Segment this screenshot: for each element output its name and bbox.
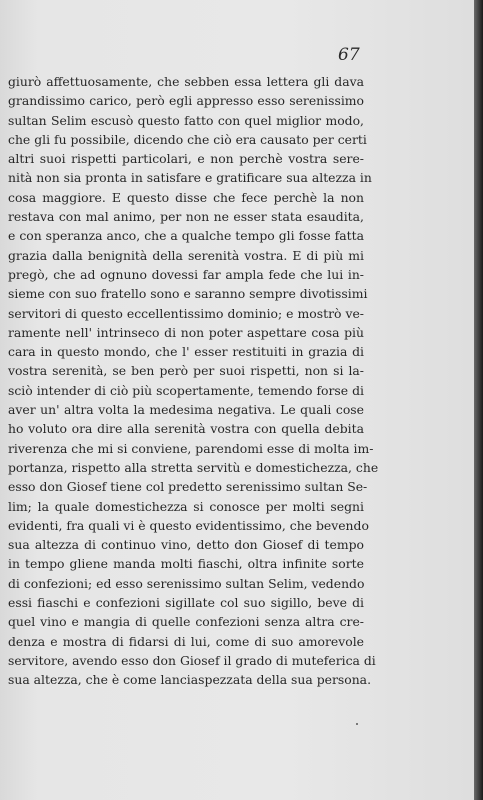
text-line: nità non sia pronta in satisfare e gratificare sua altezza in: [8, 170, 372, 186]
text-line: ramente nell' intrinseco di non poter aspettare cosa più: [8, 324, 364, 340]
text-line: sieme con suo fratello sono e saranno sempre divotissimi: [8, 286, 368, 302]
text-line: che gli fu possibile, dicendo che ciò era causato per certi: [8, 131, 367, 147]
text-line: grandissimo carico, però egli appresso esso serenissimo: [8, 93, 364, 109]
text-line: ho voluto ora dire alla serenità vostra con quella debita: [8, 421, 364, 437]
text-line: di confezioni; ed esso serenissimo sultan Selim, vedendo: [8, 575, 365, 591]
text-line: aver un' altra volta la medesima negativa. Le quali cose: [8, 402, 364, 418]
text-line: e con speranza anco, che a qualche tempo gli fosse fatta: [8, 228, 364, 244]
text-line: sultan Selim escusò questo fatto con quel miglior modo,: [8, 112, 364, 128]
paper-speck: [356, 723, 358, 725]
text-line: sua altezza, che è come lanciaspezzata della sua persona.: [8, 672, 372, 688]
text-line: denza e mostra di fidarsi di lui, come di suo amorevole: [8, 633, 364, 649]
text-line: cara in questo mondo, che l' esser restituiti in grazia di: [8, 344, 364, 360]
text-line: lim; la quale domestichezza si conosce per molti segni: [8, 498, 364, 514]
text-line: servitore, avendo esso don Giosef il grado di muteferica di: [8, 652, 376, 668]
text-line: cosa maggiore. E questo disse che fece perchè la non: [8, 189, 364, 205]
text-line: riverenza che mi si conviene, parendomi esse di molta im-: [8, 440, 374, 456]
text-line: pregò, che ad ognuno dovessi far ampla fede che lui in-: [8, 266, 364, 282]
text-line: sciò intender di ciò più scopertamente, temendo forse di: [8, 382, 364, 398]
text-line: esso don Giosef tiene col predetto serenissimo sultan Se-: [8, 479, 368, 495]
text-line: restava con mal animo, per non ne esser stata esaudita,: [8, 209, 364, 225]
text-line: evidenti, fra quali vi è questo evidentissimo, che bevendo: [8, 517, 369, 533]
text-line: vostra serenità, se ben però per suoi rispetti, non si la-: [8, 363, 364, 379]
text-line: quel vino e mangia di quelle confezioni senza altra cre-: [8, 614, 364, 630]
text-line: altri suoi rispetti particolari, e non perchè vostra sere-: [8, 151, 364, 167]
text-line: servitori di questo eccellentissimo dominio; e mostrò ve-: [8, 305, 364, 321]
text-line: essi fiaschi e confezioni sigillate col suo sigillo, beve di: [8, 595, 364, 611]
text-line: portanza, rispetto alla stretta servitù e domestichezza, che: [8, 459, 379, 475]
text-line: grazia dalla benignità della serenità vostra. E di più mi: [8, 247, 364, 263]
text-line: giurò affettuosamente, che sebben essa lettera gli dava: [8, 74, 364, 89]
book-spine-edge: [474, 0, 483, 800]
page-number: 67: [338, 45, 360, 65]
body-text: [8, 72, 379, 690]
text-line: sua altezza di continuo vino, detto don Giosef di tempo: [8, 537, 364, 553]
text-line: in tempo gliene manda molti fiaschi, oltra infinite sorte: [8, 556, 364, 572]
